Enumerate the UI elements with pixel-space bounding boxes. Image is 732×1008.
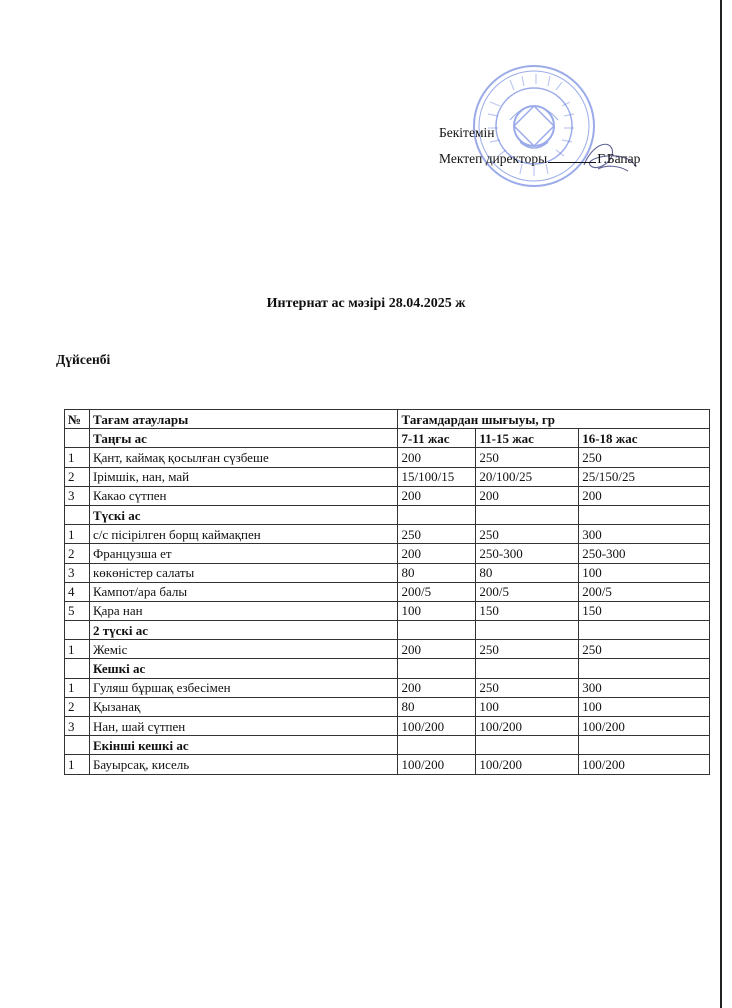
row-number: 1 (65, 678, 90, 697)
portion-11-15 (476, 621, 579, 640)
portion-11-15: 100 (476, 697, 579, 716)
table-row (65, 525, 710, 544)
table-row (65, 640, 710, 659)
dish-name: Какао сүтпен (89, 486, 398, 505)
dish-name: көкөністер салаты (89, 563, 398, 582)
portion-11-15: 250 (476, 640, 579, 659)
portion-11-15 (476, 659, 579, 678)
table-row (65, 544, 710, 563)
table-row (65, 717, 710, 736)
header-dish-name: Тағам атаулары (89, 410, 398, 429)
row-number: 3 (65, 486, 90, 505)
portion-16-18: 200/5 (579, 582, 710, 601)
portion-16-18: 150 (579, 601, 710, 620)
portion-7-11: 250 (398, 525, 476, 544)
portion-7-11: 80 (398, 563, 476, 582)
table-header-row (65, 410, 710, 429)
header-output: Тағамдардан шығыуы, гр (398, 410, 710, 429)
portion-7-11: 15/100/15 (398, 467, 476, 486)
dish-name: Французша ет (89, 544, 398, 563)
dish-name: Екінші кешкі ас (89, 736, 398, 755)
portion-7-11: 200 (398, 640, 476, 659)
dish-name: 2 түскі ас (89, 621, 398, 640)
portion-11-15: 250 (476, 678, 579, 697)
meal-section-row (65, 659, 710, 678)
table-row (65, 601, 710, 620)
portion-7-11: 100/200 (398, 755, 476, 774)
row-number: 2 (65, 544, 90, 563)
dish-name: Жеміс (89, 640, 398, 659)
menu-table (64, 409, 710, 775)
page-title: Интернат ас мәзірі 28.04.2025 ж (266, 296, 466, 311)
dish-name: Бауырсақ, кисель (89, 755, 398, 774)
dish-name: Гуляш бұршақ езбесімен (89, 678, 398, 697)
row-number: 3 (65, 717, 90, 736)
table-row (65, 582, 710, 601)
portion-11-15: 250 (476, 525, 579, 544)
portion-7-11: 200 (398, 486, 476, 505)
portion-16-18 (579, 736, 710, 755)
row-number: 1 (65, 755, 90, 774)
portion-16-18: 25/150/25 (579, 467, 710, 486)
approval-block (439, 120, 640, 172)
dish-name: Қант, каймақ қосылған сүзбеше (89, 448, 398, 467)
portion-11-15: 20/100/25 (476, 467, 579, 486)
signature-blank (548, 150, 596, 163)
portion-16-18: 250 (579, 448, 710, 467)
portion-11-15: 11-15 жас (476, 429, 579, 448)
row-number (65, 505, 90, 524)
portion-7-11: 80 (398, 697, 476, 716)
table-row (65, 486, 710, 505)
portion-11-15: 100/200 (476, 717, 579, 736)
row-number (65, 621, 90, 640)
portion-16-18: 16-18 жас (579, 429, 710, 448)
portion-16-18: 100/200 (579, 717, 710, 736)
portion-16-18: 100 (579, 563, 710, 582)
dish-name: Қара нан (89, 601, 398, 620)
dish-name: Түскі ас (89, 505, 398, 524)
table-row (65, 697, 710, 716)
portion-16-18: 100 (579, 697, 710, 716)
weekday-label: Дүйсенбі (56, 352, 111, 367)
portion-11-15: 200/5 (476, 582, 579, 601)
menu-table-body (65, 429, 710, 774)
portion-16-18: 300 (579, 525, 710, 544)
portion-16-18 (579, 621, 710, 640)
age-header-row (65, 429, 710, 448)
dish-name: Ірімшік, нан, май (89, 467, 398, 486)
dish-name: Кешкі ас (89, 659, 398, 678)
row-number (65, 429, 90, 448)
row-number: 1 (65, 448, 90, 467)
portion-16-18: 250 (579, 640, 710, 659)
portion-11-15: 200 (476, 486, 579, 505)
dish-name: Нан, шай сүтпен (89, 717, 398, 736)
portion-7-11: 200 (398, 678, 476, 697)
portion-7-11: 100 (398, 601, 476, 620)
table-row (65, 755, 710, 774)
director-label: Мектеп директоры (439, 151, 548, 166)
portion-7-11 (398, 659, 476, 678)
row-number: 3 (65, 563, 90, 582)
row-number (65, 736, 90, 755)
meal-section-row (65, 621, 710, 640)
portion-16-18 (579, 659, 710, 678)
portion-7-11: 200/5 (398, 582, 476, 601)
portion-7-11 (398, 505, 476, 524)
header-number: № (65, 410, 90, 429)
portion-7-11 (398, 736, 476, 755)
portion-16-18: 200 (579, 486, 710, 505)
row-number: 1 (65, 525, 90, 544)
portion-7-11: 100/200 (398, 717, 476, 736)
row-number: 1 (65, 640, 90, 659)
meal-section-row (65, 736, 710, 755)
portion-11-15: 250 (476, 448, 579, 467)
table-row (65, 448, 710, 467)
portion-16-18: 100/200 (579, 755, 710, 774)
meal-section-row (65, 505, 710, 524)
row-number: 4 (65, 582, 90, 601)
dish-name: Таңғы ас (89, 429, 398, 448)
portion-7-11: 200 (398, 544, 476, 563)
portion-11-15 (476, 736, 579, 755)
dish-name: Қызанақ (89, 697, 398, 716)
portion-11-15: 80 (476, 563, 579, 582)
row-number (65, 659, 90, 678)
director-name: Г.Бапар (597, 151, 641, 166)
dish-name: с/с пісірілген борщ каймақпен (89, 525, 398, 544)
portion-7-11 (398, 621, 476, 640)
approval-title: Бекітемін (439, 125, 495, 140)
table-row (65, 467, 710, 486)
row-number: 2 (65, 697, 90, 716)
table-row (65, 563, 710, 582)
row-number: 5 (65, 601, 90, 620)
portion-16-18: 250-300 (579, 544, 710, 563)
portion-11-15: 250-300 (476, 544, 579, 563)
portion-11-15 (476, 505, 579, 524)
portion-7-11: 200 (398, 448, 476, 467)
portion-11-15: 100/200 (476, 755, 579, 774)
portion-7-11: 7-11 жас (398, 429, 476, 448)
table-row (65, 678, 710, 697)
approval-director-line (439, 146, 640, 172)
portion-11-15: 150 (476, 601, 579, 620)
portion-16-18 (579, 505, 710, 524)
scan-edge (720, 0, 722, 1008)
portion-16-18: 300 (579, 678, 710, 697)
dish-name: Кампот/ара балы (89, 582, 398, 601)
row-number: 2 (65, 467, 90, 486)
